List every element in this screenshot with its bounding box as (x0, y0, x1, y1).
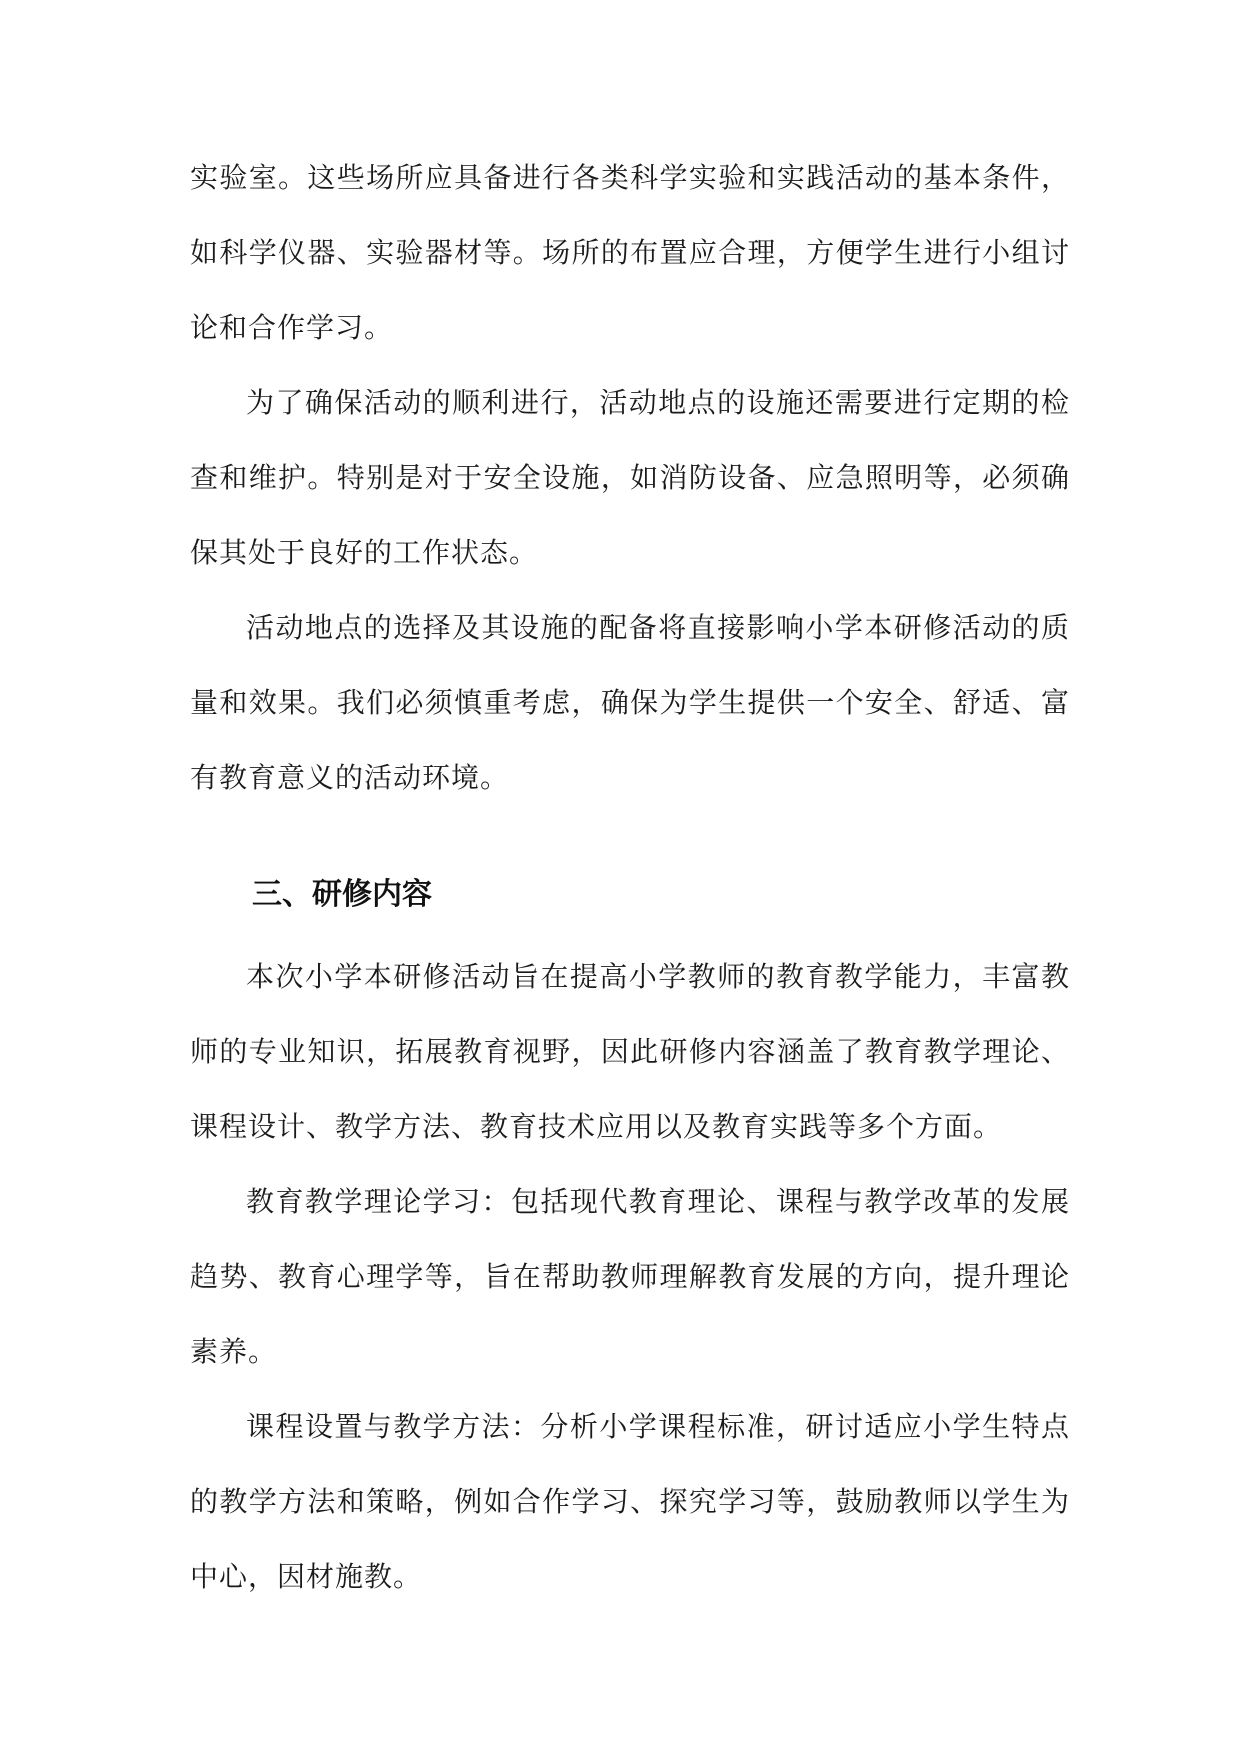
paragraph-location-importance: 活动地点的选择及其设施的配备将直接影响小学本研修活动的质量和效果。我们必须慎重考虑，确保为学生提供一个安全、舒适、富有教育意义的活动环境。 (190, 611, 1070, 794)
paragraph-continued: 实验室。这些场所应具备进行各类科学实验和实践活动的基本条件，如科学仪器、实验器材等。场所的布置应合理，方便学生进行小组讨论和合作学习。 (190, 161, 1070, 344)
section-heading: 三、研修内容 (252, 877, 432, 912)
paragraph-facility-maintenance: 为了确保活动的顺利进行，活动地点的设施还需要进行定期的检查和维护。特别是对于安全设施，如消防设备、应急照明等，必须确保其处于良好的工作状态。 (190, 386, 1070, 569)
paragraph-training-overview: 本次小学本研修活动旨在提高小学教师的教育教学能力，丰富教师的专业知识，拓展教育视野，因此研修内容涵盖了教育教学理论、课程设计、教学方法、教育技术应用以及教育实践等多个方面。 (190, 960, 1070, 1143)
paragraph-curriculum-methods: 课程设置与教学方法：分析小学课程标准，研讨适应小学生特点的教学方法和策略，例如合作学习、探究学习等，鼓励教师以学生为中心，因材施教。 (190, 1410, 1070, 1593)
document-body (190, 140, 1070, 1614)
paragraph-theory-learning: 教育教学理论学习：包括现代教育理论、课程与教学改革的发展趋势、教育心理学等，旨在帮助教师理解教育发展的方向，提升理论素养。 (190, 1185, 1070, 1368)
